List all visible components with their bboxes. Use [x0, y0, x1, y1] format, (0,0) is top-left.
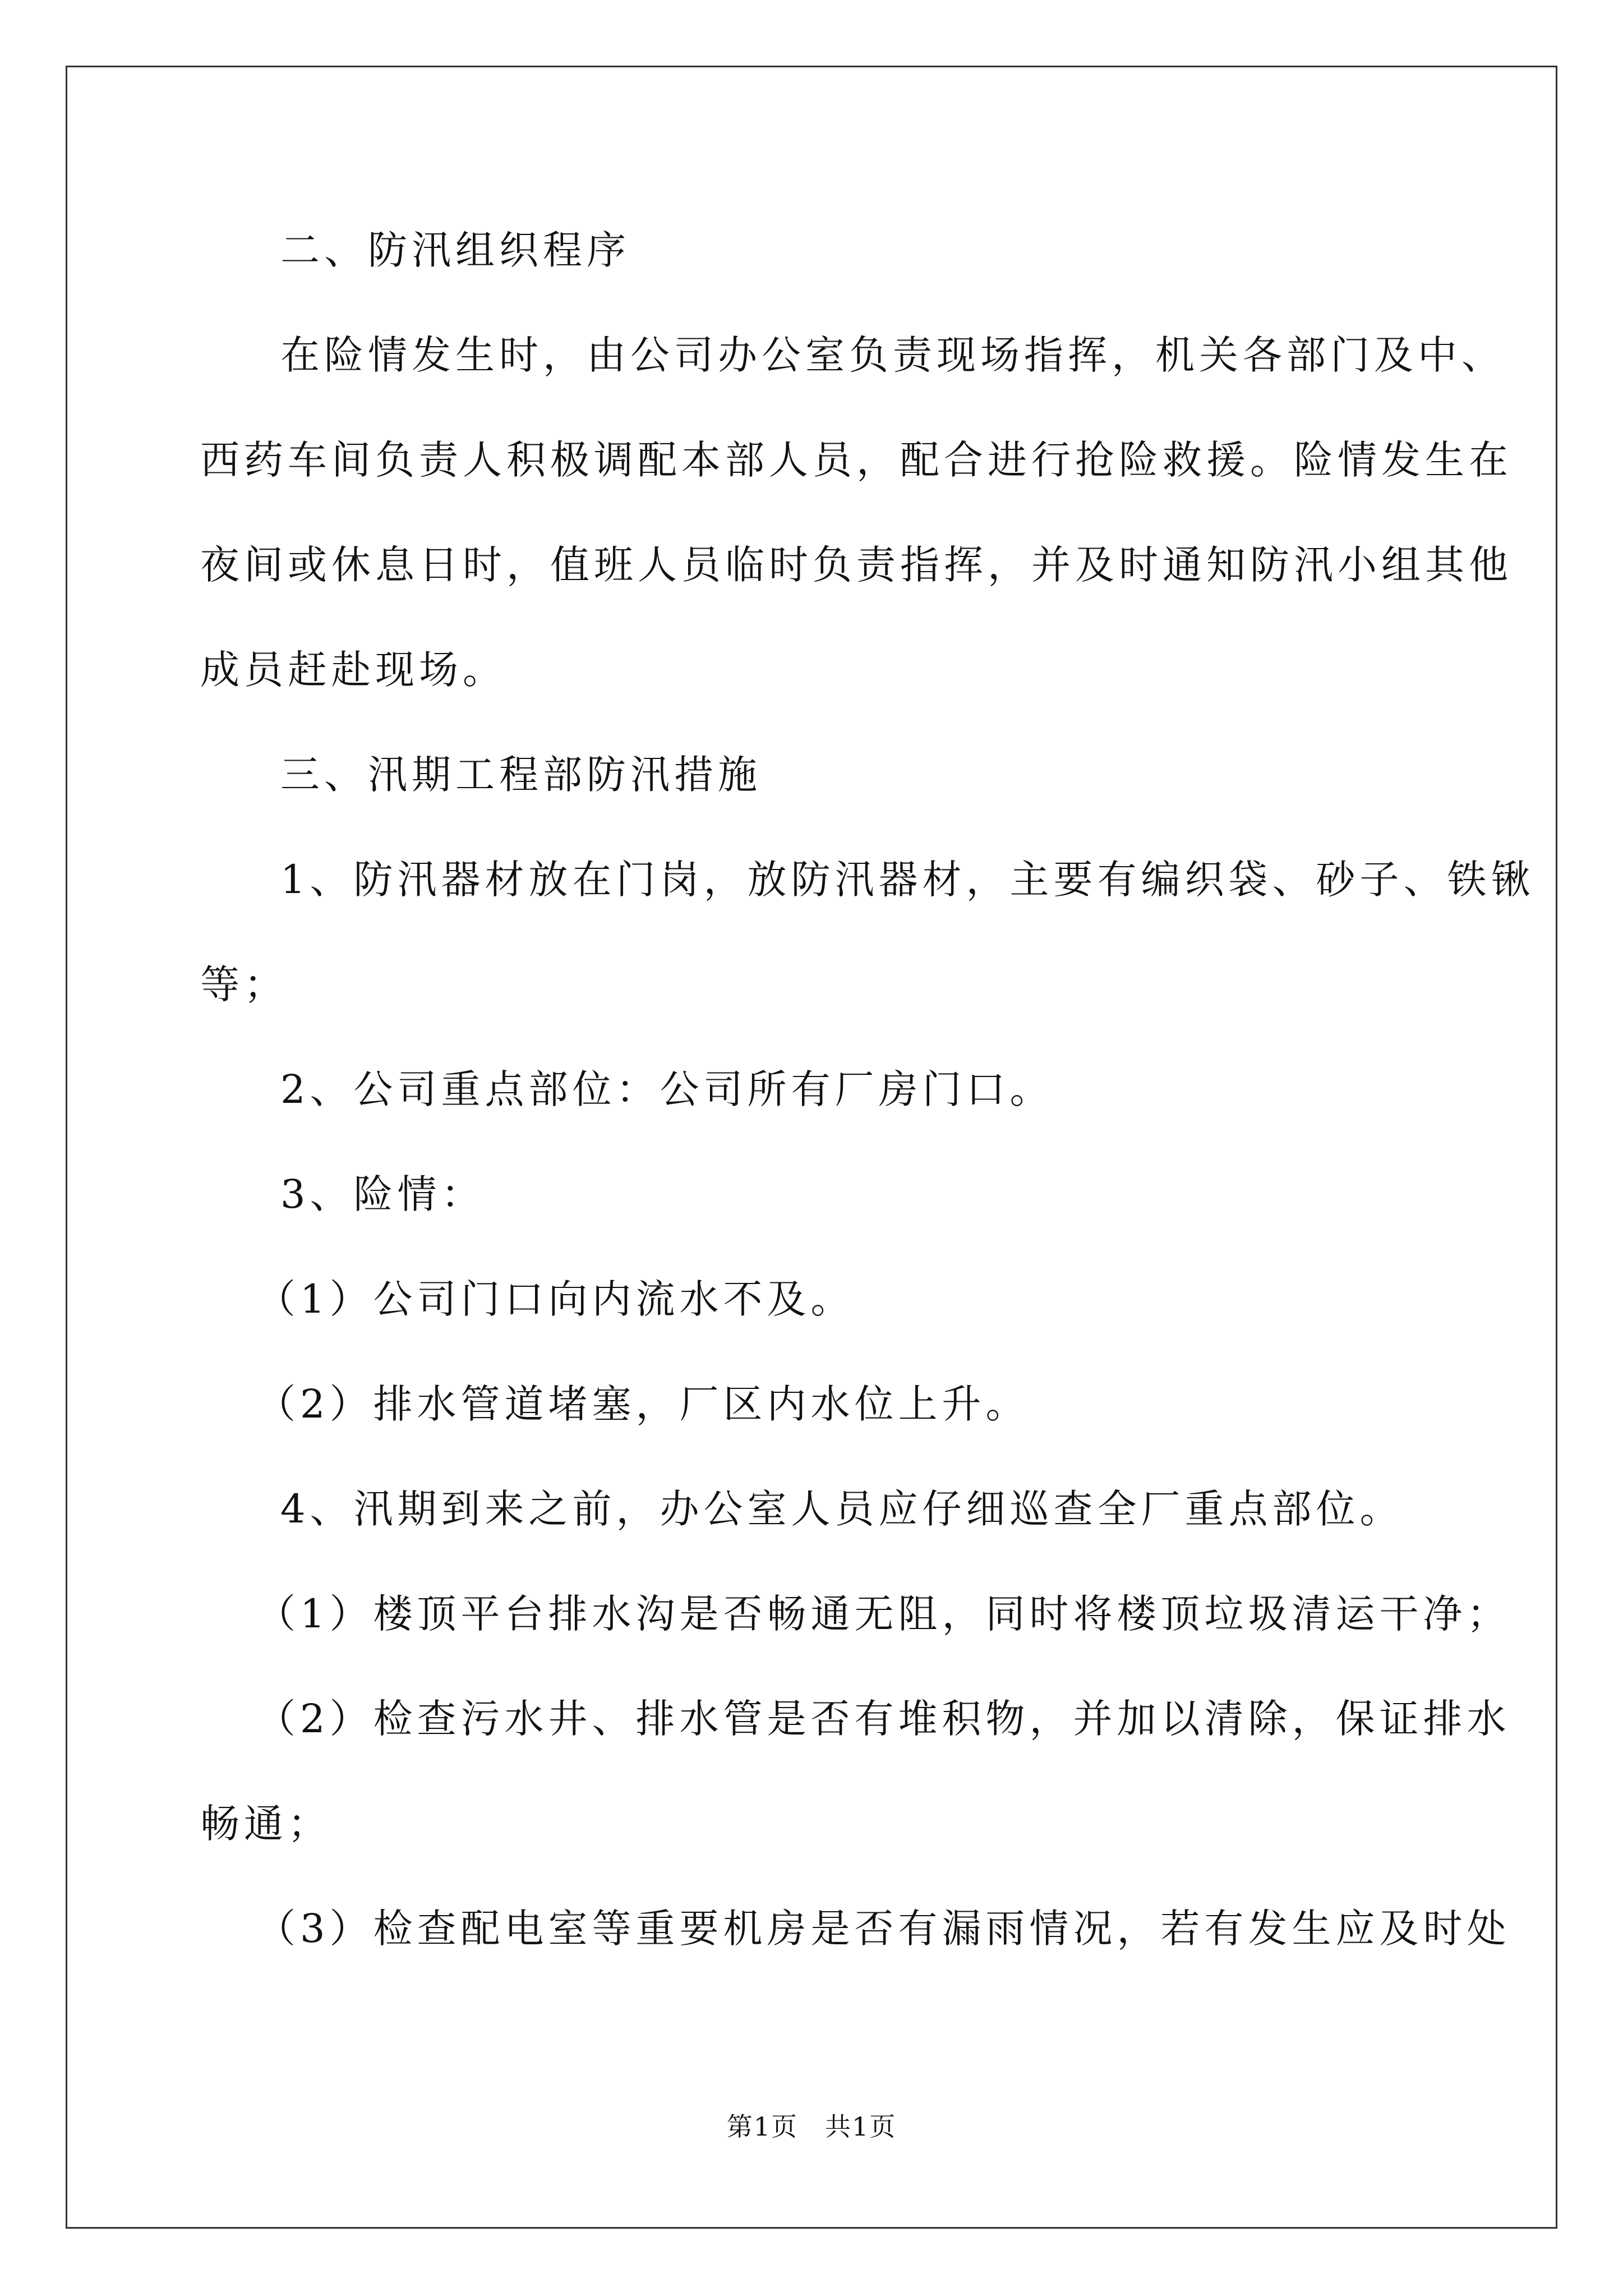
sub-item: （2）排水管道堵塞，厂区内水位上升。: [256, 1381, 1030, 1427]
list-item-1: 1、防汛器材放在门岗，放防汛器材，主要有编织袋、砂子、铁锹: [280, 857, 1535, 903]
paragraph-line: 夜间或休息日时，值班人员临时负责指挥，并及时通知防汛小组其他: [200, 542, 1513, 588]
paragraph-line: 等；: [200, 961, 288, 1007]
section-heading-3: 三、汛期工程部防汛措施: [280, 752, 762, 798]
sub-item: （3）检查配电室等重要机房是否有漏雨情况，若有发生应及时处: [256, 1906, 1511, 1952]
sub-item: （1）公司门口向内流水不及。: [256, 1276, 855, 1322]
section-heading-2: 二、防汛组织程序: [280, 227, 630, 273]
paragraph-line: 畅通；: [200, 1801, 331, 1847]
paragraph-line: 成员赶赴现场。: [200, 647, 506, 693]
list-item-2: 2、公司重点部位：公司所有厂房门口。: [280, 1066, 1054, 1112]
paragraph-line: 西药车间负责人积极调配本部人员，配合进行抢险救援。险情发生在: [200, 437, 1513, 483]
sub-item: （1）楼顶平台排水沟是否畅通无阻，同时将楼顶垃圾清运干净；: [256, 1591, 1511, 1637]
page-footer: 第1页 共1页: [726, 2111, 897, 2142]
paragraph-line: 在险情发生时，由公司办公室负责现场指挥，机关各部门及中、: [280, 332, 1505, 378]
sub-item: （2）检查污水井、排水管是否有堆积物，并加以清除，保证排水: [256, 1696, 1511, 1742]
list-item-3: 3、险情：: [280, 1171, 485, 1217]
list-item-4: 4、汛期到来之前，办公室人员应仔细巡查全厂重点部位。: [280, 1486, 1404, 1532]
